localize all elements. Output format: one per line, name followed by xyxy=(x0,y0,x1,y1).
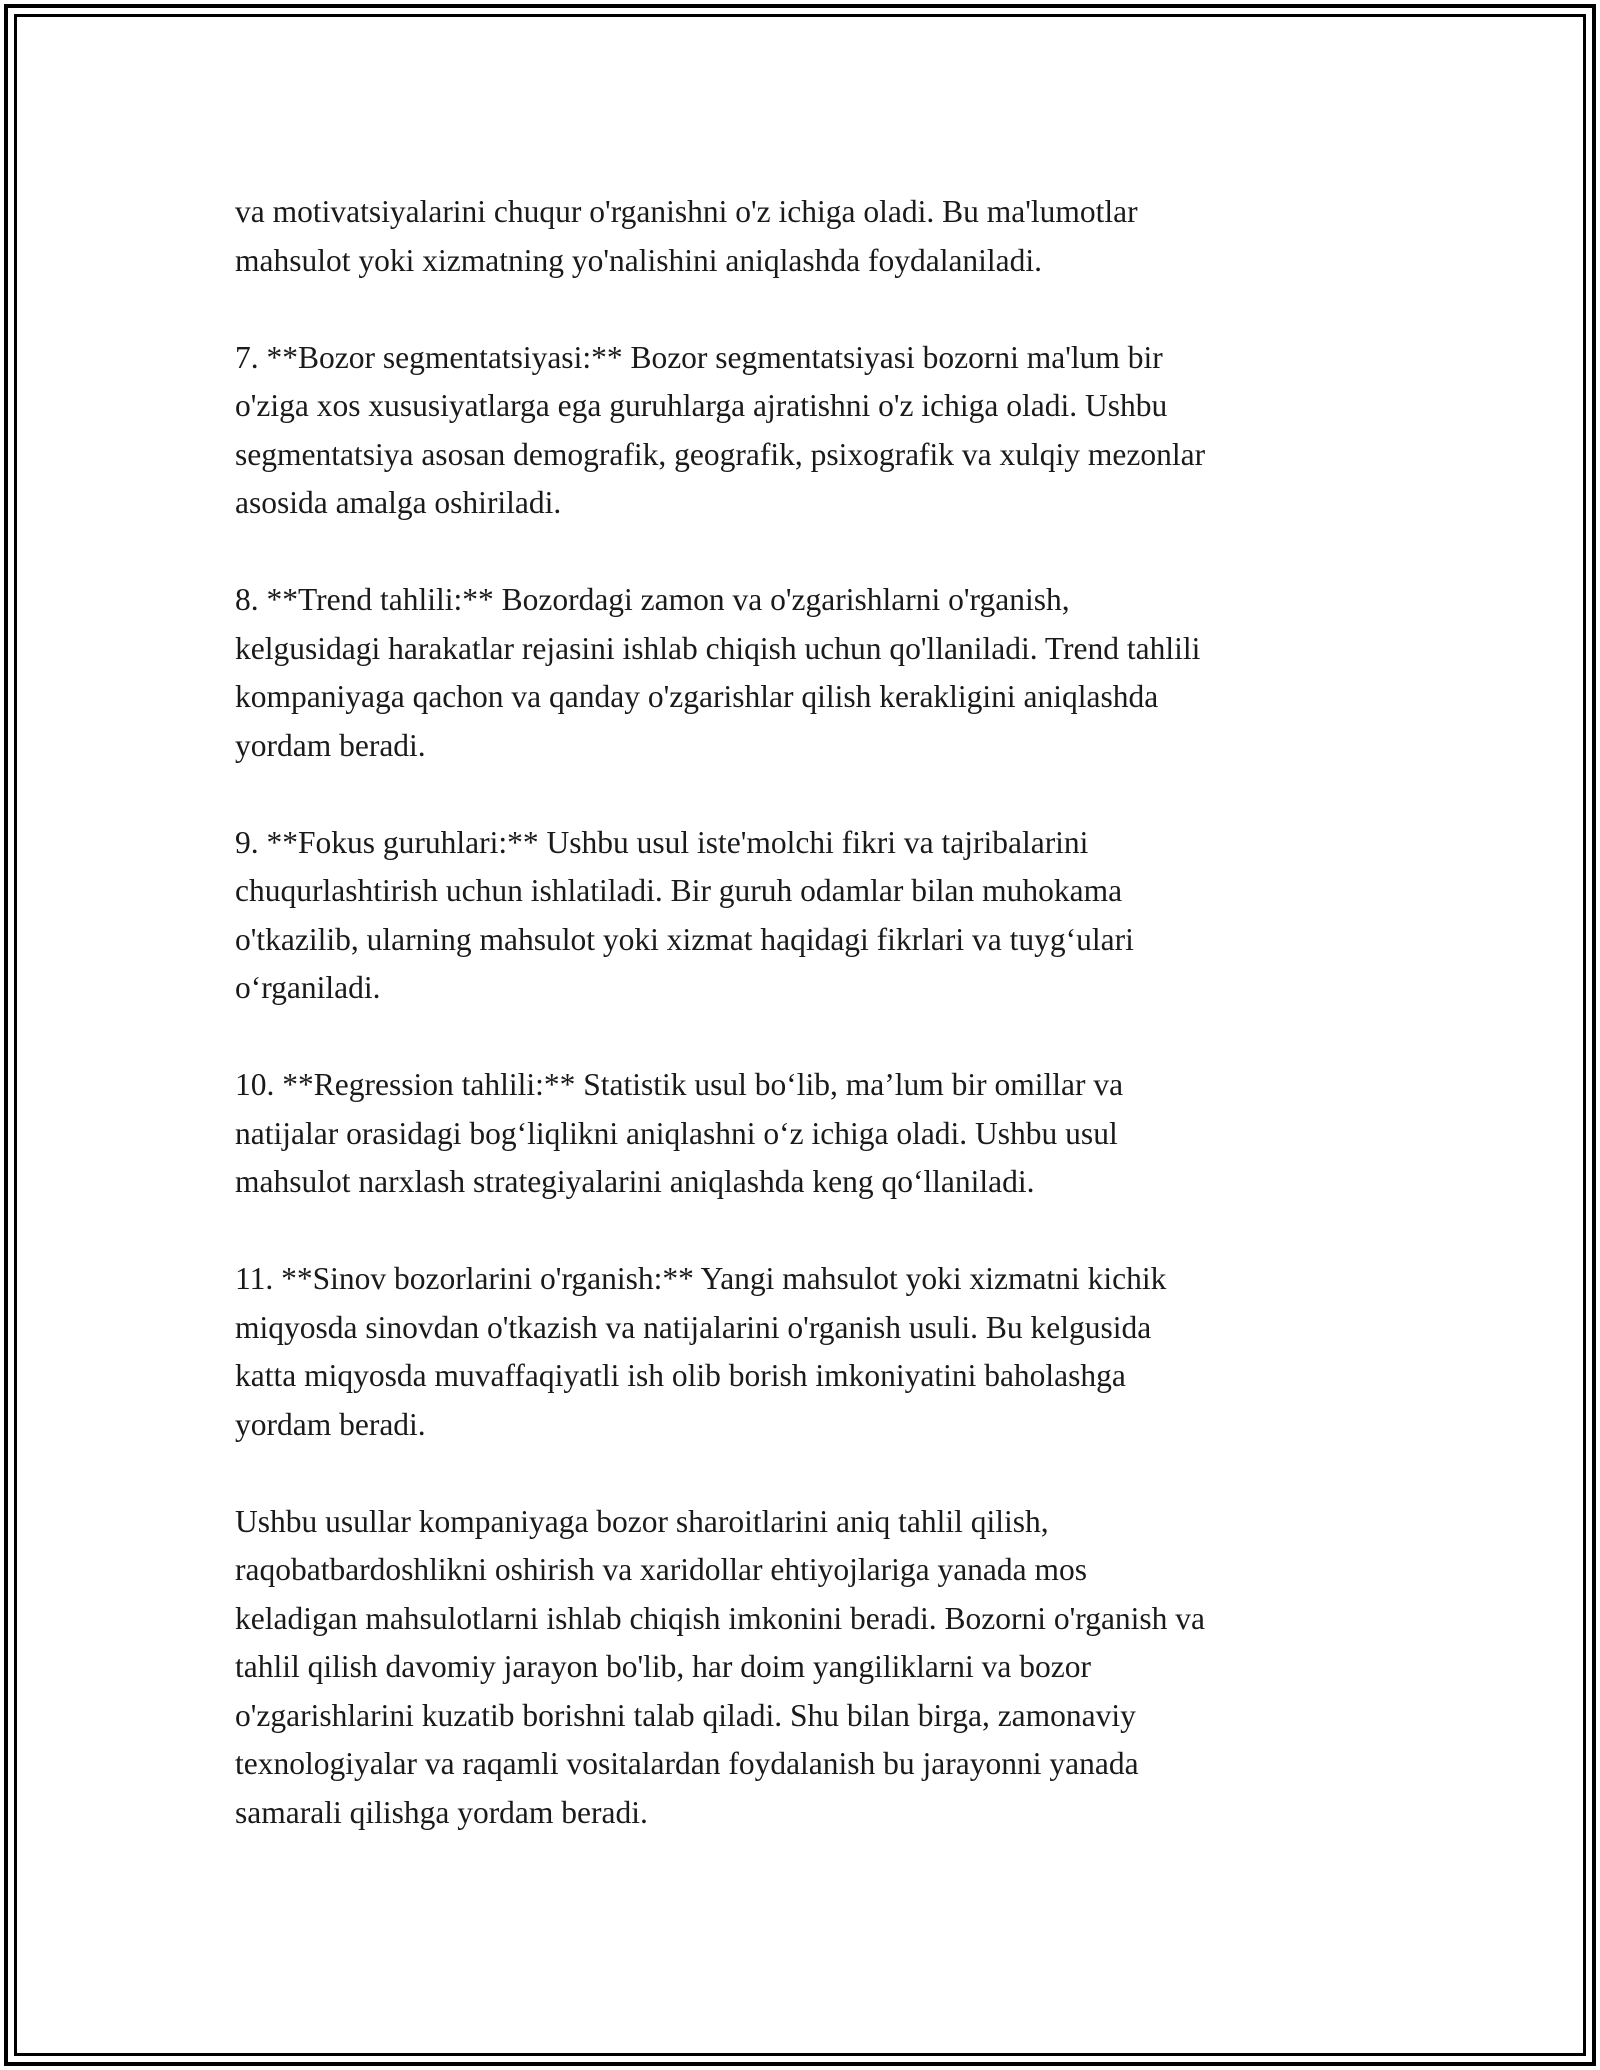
paragraph-continuation: va motivatsiyalarini chuqur o'rganishni o'z ichiga oladi. Bu ma'lumotlar mahsulot yoki xizmatning yo'nalishini aniqlashda foydalaniladi. xyxy=(235,194,1138,278)
paragraph-fokus-guruhlari: 9. **Fokus guruhlari:** Ushbu usul iste'molchi fikri va tajribalarini chuqurlashtirish uchun ishlatiladi. Bir guruh odamlar bilan muhokama o'tkazilib, ularning mahsulot yoki xizmat haqidagi fikrlari va tuyg‘ulari o‘rganiladi. xyxy=(235,824,1134,1005)
paragraph-trend-tahlili: 8. **Trend tahlili:** Bozordagi zamon va o'zgarishlarni o'rganish, kelgusidagi harakatlar rejasini ishlab chiqish uchun qo'llaniladi. Trend tahlili kompaniyaga qachon va qanday o'zgarishlar qilish kerakligini aniqlashda yordam beradi. xyxy=(235,582,1201,763)
paragraph-conclusion: Ushbu usullar kompaniyaga bozor sharoitlarini aniq tahlil qilish, raqobatbardoshlikni oshirish va xaridollar ehtiyojlariga yanada mos keladigan mahsulotlarni ishlab chiqish imkonini beradi. Bozorni o'rganish va tahlil qilish davomiy jarayon bo'lib, har doim yangiliklarni va bozor o'zgarishlarini kuzatib borishni talab qiladi. Shu bilan birga, zamonaviy texnologiyalar va raqamli vositalardan foydalanish bu jarayonni yanada samarali qilishga yordam beradi. xyxy=(235,1503,1206,1830)
paragraph-bozor-segmentatsiyasi: 7. **Bozor segmentatsiyasi:** Bozor segmentatsiyasi bozorni ma'lum bir o'ziga xos xususiyatlarga ega guruhlarga ajratishni o'z ichiga oladi. Ushbu segmentatsiya asosan demografik, geografik, psixografik va xulqiy mezonlar asosida amalga oshiriladi. xyxy=(235,339,1206,520)
paragraph-regression-tahlili: 10. **Regression tahlili:** Statistik usul bo‘lib, ma’lum bir omillar va natijalar orasidagi bog‘liqlikni aniqlashni o‘z ichiga oladi. Ushbu usul mahsulot narxlash strategiyalarini aniqlashda keng qo‘llaniladi. xyxy=(235,1067,1124,1199)
document-body xyxy=(235,188,1385,1837)
paragraph-sinov-bozorlari: 11. **Sinov bozorlarini o'rganish:** Yangi mahsulot yoki xizmatni kichik miqyosda sinovdan o'tkazish va natijalarini o'rganish usuli. Bu kelgusida katta miqyosda muvaffaqiyatli ish olib borish imkoniyatini baholashga yordam beradi. xyxy=(235,1261,1167,1442)
